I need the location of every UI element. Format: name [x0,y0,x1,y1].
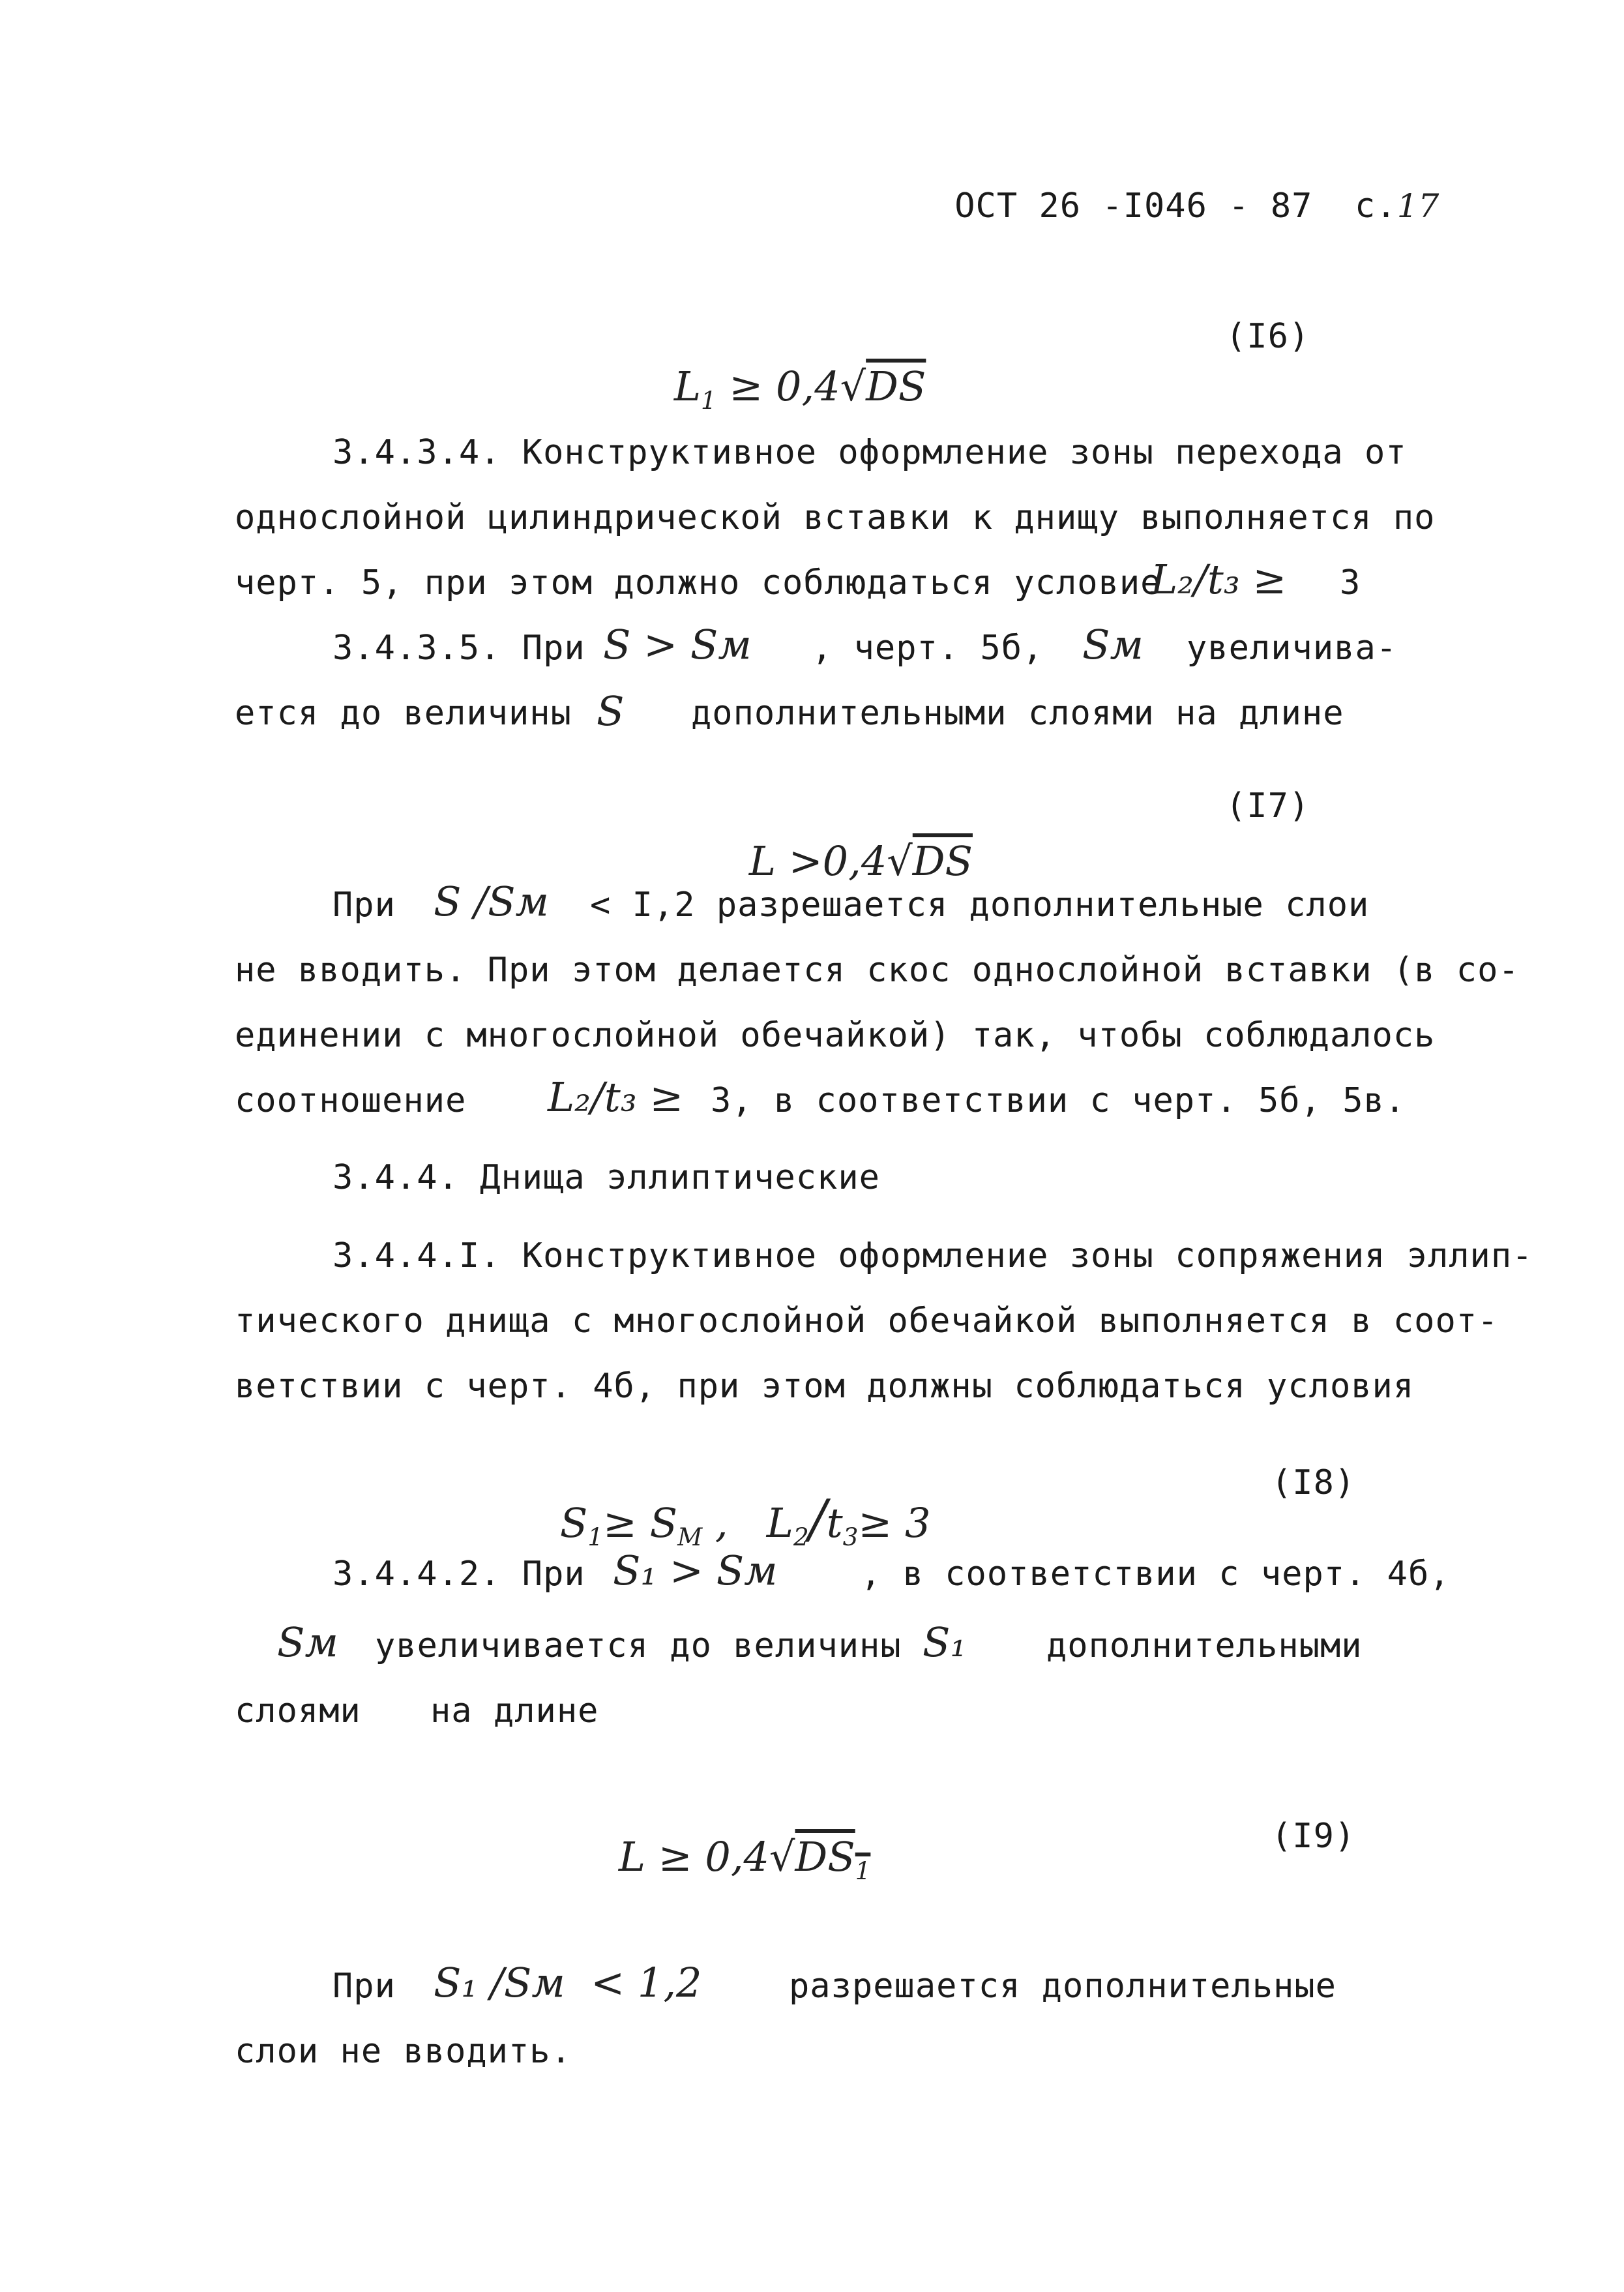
para-last-line1a: При [332,1967,396,2006]
s1-symbol: S₁ [923,1618,967,1666]
section-344-heading: 3.4.4. Днища эллиптические [332,1158,880,1197]
para-ssm-line1a: При [332,886,396,925]
formula-16-number: (I6) [1226,317,1310,356]
formula-18-number: (I8) [1271,1463,1356,1502]
s1-gt-sm-expr: S₁ > Sм [613,1547,778,1594]
l2-over-t3-expr: L₂/t₃ ≥ [548,1073,684,1121]
sm-symbol: Sм [1082,621,1144,668]
document-code: ОСТ 26 -I046 - 87 с. [954,186,1397,226]
para-ssm-line2: не вводить. При этом делается скос однослойной вставки (в со- [235,951,1520,990]
sm-symbol-2: Sм [277,1618,338,1666]
para-3435-line1b: , черт. 5б, [812,629,1044,668]
formula-18: $S_1\ge S_M$ , $L_2/t_3\ge 3$ [559,1489,931,1552]
para-3442-line2b: увеличивается до величины [375,1626,902,1665]
para-3442-line2d: дополнительными [1046,1626,1363,1665]
page-header [870,155,1439,257]
para-ssm-line1b: < I,2 разрешается дополнительные слои [590,886,1370,925]
para-3441-line3: ветствии с черт. 4б, при этом должны соблюдаться условия [235,1367,1415,1406]
s-symbol: S [597,687,625,735]
para-ssm-line4b: 3, в соответствии с черт. 5б, 5в. [711,1081,1406,1120]
para-last-line1b: разрешается дополнительные [789,1967,1336,2006]
formula-19: $L \ge 0,4√DS_1$ [618,1833,871,1886]
para-3442-line1b: , в соответствии с черт. 4б, [861,1555,1451,1594]
condition-l2-t3: L₂/t₃ ≥ [1151,556,1287,603]
condition-value: 3 [1340,563,1361,603]
s-over-sm-expr: S /Sм [434,878,549,925]
para-3442-line1a: 3.4.4.2. При [332,1555,585,1594]
para-3434-line3: черт. 5, при этом должно соблюдаться условие [235,563,1162,603]
page-number: 17 [1396,187,1440,225]
para-ssm-line4a: соотношение [235,1081,467,1120]
para-3434-line2: однослойной цилиндрической вставки к днищу выполняется по [235,498,1436,537]
formula-17-number: (I7) [1226,786,1310,826]
para-3441-line2: тического днища с многослойной обечайкой выполняется в соот- [235,1302,1499,1341]
para-3442-line3a: слоями [235,1691,361,1731]
para-3435-line1a: 3.4.3.5. При [332,629,585,668]
s1-over-sm-expr: S₁ /Sм < 1,2 [434,1959,702,2006]
formula-16: $L_1 \ge 0,4√DS$ [673,363,926,415]
para-3435-line2a: ется до величины [235,694,572,733]
formula-19-number: (I9) [1271,1817,1356,1856]
para-3435-line2b: дополнительными слоями на длине [691,694,1344,733]
formula-17: L >0,4√DS [748,837,973,885]
para-3442-line3b: на длине [430,1691,599,1731]
para-last-line2: слои не вводить. [235,2032,572,2071]
para-ssm-line3: единении с многослойной обечайкой) так, чтобы соблюдалось [235,1016,1436,1055]
para-3434-line1: 3.4.3.4. Конструктивное оформление зоны перехода от [332,433,1407,472]
para-3435-line1c: увеличива- [1187,629,1398,668]
s-gt-sm-expr: S > Sм [603,621,752,668]
para-3441-line1: 3.4.4.I. Конструктивное оформление зоны сопряжения эллип- [332,1236,1533,1275]
